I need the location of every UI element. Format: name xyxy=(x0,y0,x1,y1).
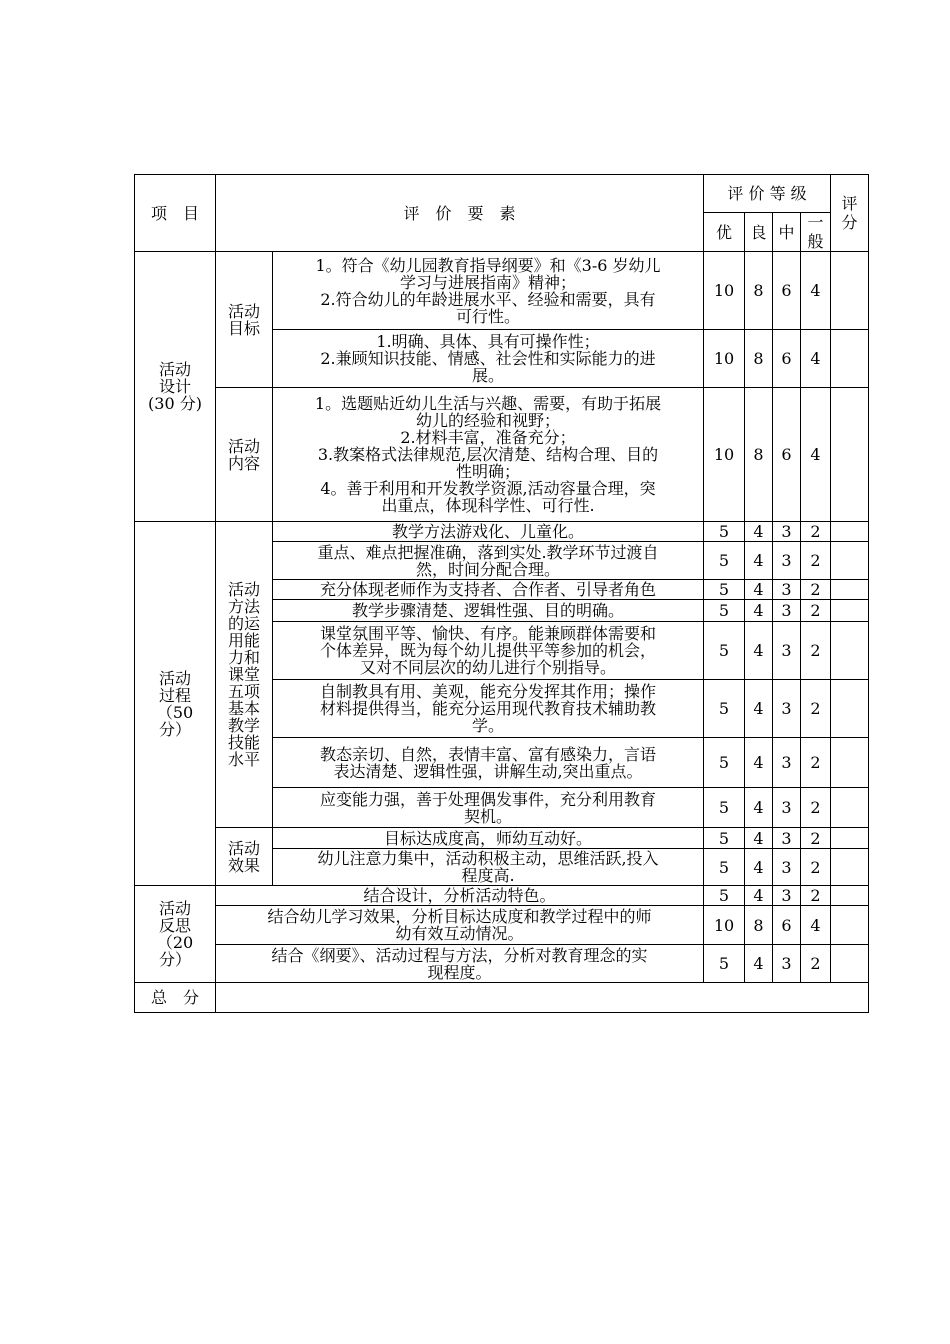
score-value: 8 xyxy=(745,906,773,945)
score-value: 10 xyxy=(704,252,745,330)
score-value: 2 xyxy=(801,886,831,906)
table-row xyxy=(135,906,869,945)
criterion-text: 结合幼儿学习效果，分析目标达成度和教学过程中的师 幼有效互动情况。 xyxy=(216,906,704,945)
score-cell xyxy=(831,828,869,849)
score-cell xyxy=(831,330,869,388)
criterion-text: 应变能力强，善于处理偶发事件，充分利用教育 契机。 xyxy=(273,788,704,828)
criterion-text: 1。符合《幼儿园教育指导纲要》和《3-6 岁幼儿 学习与进展指南》精神； 2.符合幼儿的年龄进展水平、经验和需要，具有 可行性。 xyxy=(273,252,704,330)
score-value: 2 xyxy=(801,522,831,542)
section-label-reflection: 活动 反思 （20 分） xyxy=(135,886,216,983)
score-value: 5 xyxy=(704,522,745,542)
header-row xyxy=(135,175,869,213)
score-value: 4 xyxy=(745,600,773,622)
grade-average: 一 般 xyxy=(801,213,831,252)
score-value: 4 xyxy=(801,330,831,388)
score-value: 4 xyxy=(745,680,773,738)
score-cell xyxy=(831,738,869,788)
score-cell xyxy=(831,388,869,522)
score-value: 2 xyxy=(801,788,831,828)
score-value: 4 xyxy=(745,828,773,849)
score-value: 2 xyxy=(801,828,831,849)
score-value: 4 xyxy=(801,388,831,522)
group-label: 活动 目标 xyxy=(216,252,273,388)
section-label-design: 活动 设计 (30 分) xyxy=(135,252,216,522)
score-value: 4 xyxy=(745,886,773,906)
criterion-text: 1.明确、具体、具有可操作性； 2.兼顾知识技能、情感、社会性和实际能力的进 展。 xyxy=(273,330,704,388)
score-value: 5 xyxy=(704,580,745,600)
evaluation-table xyxy=(134,174,869,1013)
score-cell xyxy=(831,906,869,945)
score-value: 6 xyxy=(773,252,801,330)
group-label: 活动 内容 xyxy=(216,388,273,522)
grade-excellent: 优 xyxy=(704,213,745,252)
criterion-text: 自制教具有用、美观，能充分发挥其作用；操作 材料提供得当，能充分运用现代教育技术辅助教 学。 xyxy=(273,680,704,738)
criterion-text: 幼儿注意力集中，活动积极主动，思维活跃,投入 程度高. xyxy=(273,849,704,886)
group-label: 活动 效果 xyxy=(216,828,273,886)
score-cell xyxy=(831,849,869,886)
criterion-text: 结合《纲要》、活动过程与方法，分析对教育理念的实 现程度。 xyxy=(216,945,704,983)
table-row xyxy=(135,388,869,522)
score-cell xyxy=(831,945,869,983)
criterion-text: 教学方法游戏化、儿童化。 xyxy=(273,522,704,542)
score-value: 3 xyxy=(773,828,801,849)
score-value: 4 xyxy=(745,738,773,788)
score-value: 3 xyxy=(773,945,801,983)
score-value: 8 xyxy=(745,252,773,330)
score-value: 8 xyxy=(745,330,773,388)
score-cell xyxy=(831,886,869,906)
score-cell xyxy=(831,542,869,580)
score-value: 5 xyxy=(704,828,745,849)
score-value: 3 xyxy=(773,788,801,828)
table-row xyxy=(135,886,869,906)
score-value: 10 xyxy=(704,388,745,522)
score-value: 4 xyxy=(745,849,773,886)
table-body xyxy=(135,175,869,1013)
score-value: 2 xyxy=(801,580,831,600)
score-cell xyxy=(831,788,869,828)
header-elements: 评 价 要 素 xyxy=(216,175,704,252)
criterion-text: 教学步骤清楚、逻辑性强、目的明确。 xyxy=(273,600,704,622)
score-value: 6 xyxy=(773,330,801,388)
score-value: 5 xyxy=(704,945,745,983)
criterion-text: 目标达成度高，师幼互动好。 xyxy=(273,828,704,849)
score-cell xyxy=(831,600,869,622)
total-row xyxy=(135,983,869,1013)
score-value: 10 xyxy=(704,330,745,388)
score-value: 3 xyxy=(773,580,801,600)
criterion-text: 课堂氛围平等、愉快、有序。能兼顾群体需要和 个体差异，既为每个幼儿提供平等参加的机会， 又对不同层次的幼儿进行个别指导。 xyxy=(273,622,704,680)
header-item: 项 目 xyxy=(135,175,216,252)
score-value: 5 xyxy=(704,738,745,788)
score-value: 3 xyxy=(773,542,801,580)
score-value: 2 xyxy=(801,542,831,580)
score-value: 2 xyxy=(801,945,831,983)
score-value: 4 xyxy=(745,522,773,542)
score-value: 3 xyxy=(773,680,801,738)
score-value: 6 xyxy=(773,388,801,522)
score-value: 3 xyxy=(773,600,801,622)
score-value: 2 xyxy=(801,680,831,738)
score-value: 5 xyxy=(704,886,745,906)
score-cell xyxy=(831,252,869,330)
table-row xyxy=(135,252,869,330)
header-grades: 评 价 等 级 xyxy=(704,175,831,213)
table-row xyxy=(135,828,869,849)
section-label-process: 活动 过程 （50 分） xyxy=(135,522,216,886)
criterion-text: 1。选题贴近幼儿生活与兴趣、需要，有助于拓展 幼儿的经验和视野； 2.材料丰富，准备充分； 3.教案格式法律规范,层次清楚、结构合理、目的 性明确； 4。善于利用和开发教学资源,活动容量合理，突 出重点，体现科学性、可行性. xyxy=(273,388,704,522)
score-value: 5 xyxy=(704,542,745,580)
score-value: 8 xyxy=(745,388,773,522)
score-value: 4 xyxy=(745,622,773,680)
score-value: 4 xyxy=(745,788,773,828)
total-value xyxy=(216,983,869,1013)
criterion-text: 教态亲切、自然，表情丰富、富有感染力，言语 表达清楚、逻辑性强，讲解生动,突出重点。 xyxy=(273,738,704,788)
score-value: 4 xyxy=(745,945,773,983)
score-cell xyxy=(831,580,869,600)
score-value: 2 xyxy=(801,738,831,788)
score-value: 4 xyxy=(745,580,773,600)
score-cell xyxy=(831,680,869,738)
score-value: 5 xyxy=(704,849,745,886)
score-value: 5 xyxy=(704,622,745,680)
score-value: 3 xyxy=(773,522,801,542)
table-row xyxy=(135,522,869,542)
score-value: 6 xyxy=(773,906,801,945)
score-value: 2 xyxy=(801,600,831,622)
group-label: 活动 方法 的运 用能 力和 课堂 五项 基本 教学 技能 水平 xyxy=(216,522,273,828)
grade-good: 良 xyxy=(745,213,773,252)
score-value: 4 xyxy=(801,252,831,330)
grade-medium: 中 xyxy=(773,213,801,252)
score-value: 3 xyxy=(773,849,801,886)
score-cell xyxy=(831,522,869,542)
header-score: 评 分 xyxy=(831,175,869,252)
criterion-text: 充分体现老师作为支持者、合作者、引导者角色 xyxy=(273,580,704,600)
score-value: 5 xyxy=(704,788,745,828)
score-value: 10 xyxy=(704,906,745,945)
score-value: 2 xyxy=(801,622,831,680)
score-value: 3 xyxy=(773,622,801,680)
score-cell xyxy=(831,622,869,680)
score-value: 4 xyxy=(745,542,773,580)
table-row xyxy=(135,945,869,983)
criterion-text: 重点、难点把握准确，落到实处.教学环节过渡自 然，时间分配合理。 xyxy=(273,542,704,580)
score-value: 4 xyxy=(801,906,831,945)
score-value: 3 xyxy=(773,886,801,906)
score-value: 5 xyxy=(704,680,745,738)
criterion-text: 结合设计，分析活动特色。 xyxy=(216,886,704,906)
total-label: 总 分 xyxy=(135,983,216,1013)
score-value: 5 xyxy=(704,600,745,622)
score-value: 2 xyxy=(801,849,831,886)
score-value: 3 xyxy=(773,738,801,788)
